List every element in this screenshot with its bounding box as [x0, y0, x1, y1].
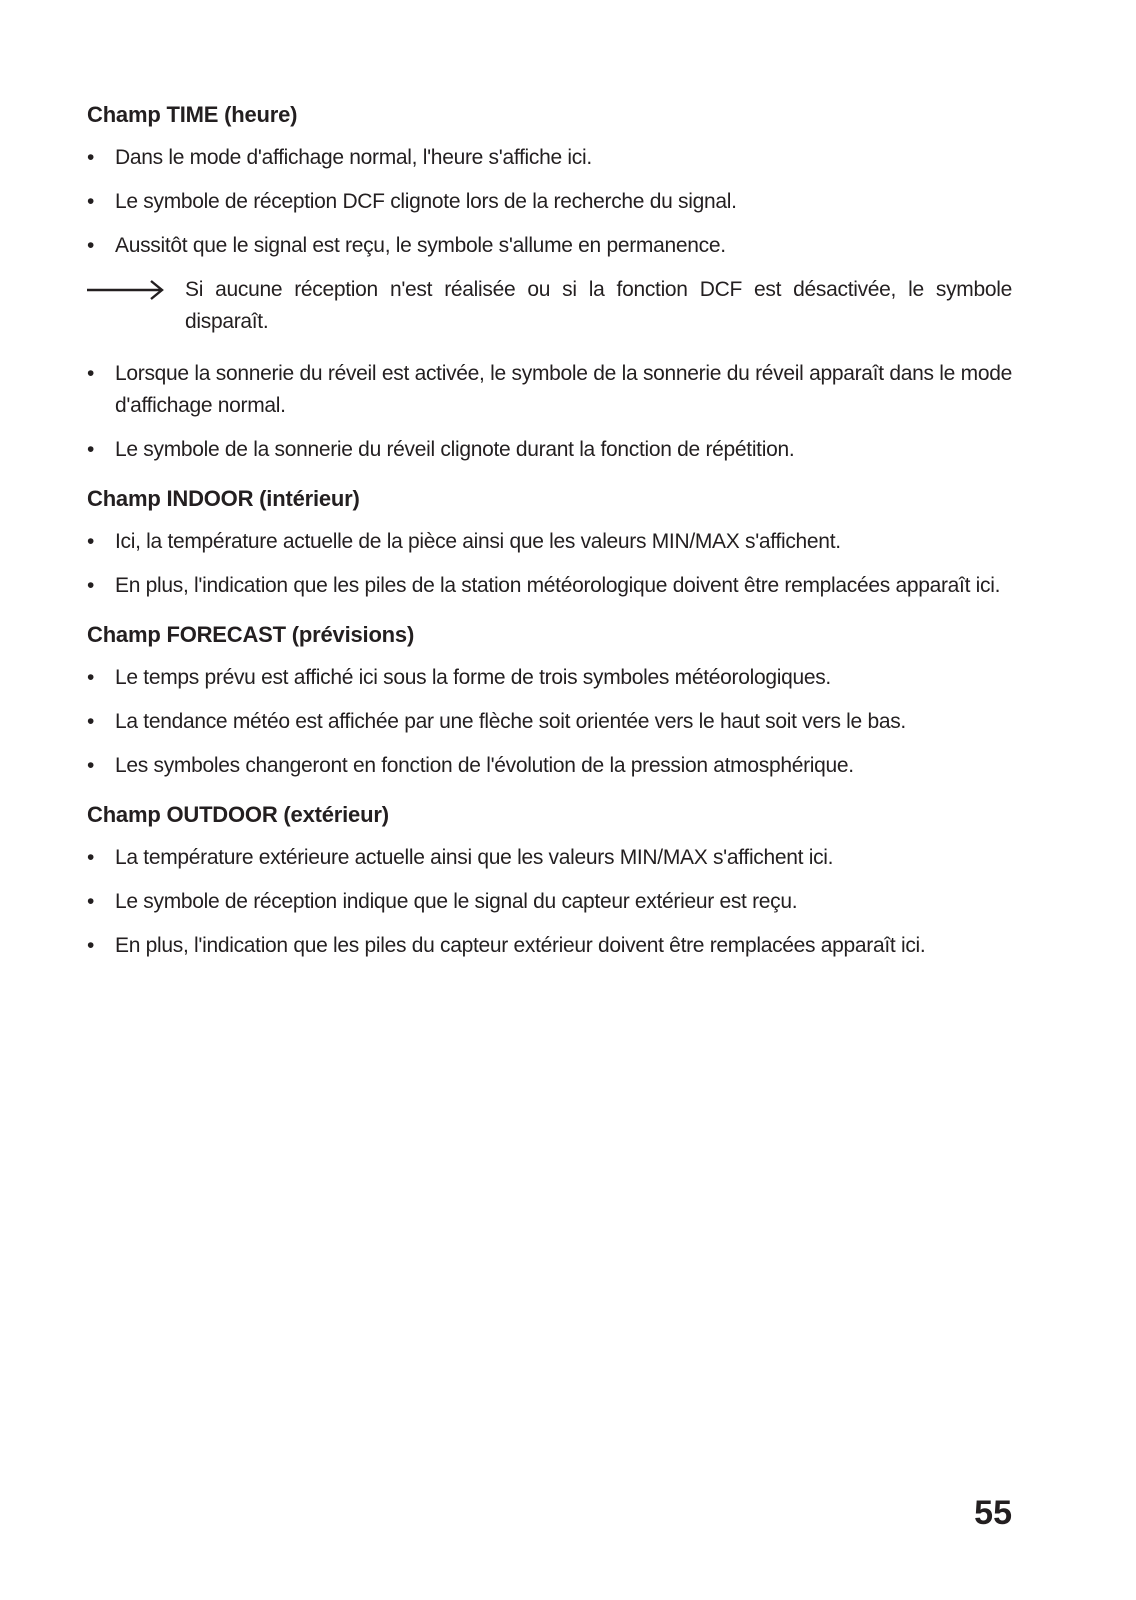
list-item: • Aussitôt que le signal est reçu, le symbole s'allume en permanence. [87, 230, 1012, 262]
bullet-icon: • [87, 190, 95, 213]
note-text: Si aucune réception n'est réalisée ou si la fonction DCF est désactivée, le symbole disparaît. [185, 278, 1012, 333]
section-outdoor [87, 800, 1012, 962]
list-item: • Lorsque la sonnerie du réveil est activée, le symbole de la sonnerie du réveil apparaît dans le mode d'affichage normal. [87, 358, 1012, 422]
bullet-list-forecast [87, 662, 1012, 782]
bullet-list-outdoor [87, 842, 1012, 962]
section-title-time: Champ TIME (heure) [87, 102, 298, 127]
section-indoor [87, 484, 1012, 602]
bullet-icon: • [87, 754, 95, 777]
note-dcf [87, 274, 1012, 338]
bullet-icon: • [87, 574, 95, 597]
arrow-right-icon [87, 278, 167, 302]
bullet-icon: • [87, 666, 95, 689]
section-title-forecast: Champ FORECAST (prévisions) [87, 622, 415, 647]
list-item: • En plus, l'indication que les piles du capteur extérieur doivent être remplacées apparaît ici. [87, 930, 1012, 962]
section-title-outdoor: Champ OUTDOOR (extérieur) [87, 802, 389, 827]
bullet-icon: • [87, 146, 95, 169]
bullet-list-time [87, 142, 1012, 262]
section-time [87, 100, 1012, 466]
bullet-icon: • [87, 934, 95, 957]
list-item: • Le symbole de réception DCF clignote lors de la recherche du signal. [87, 186, 1012, 218]
list-item: • Les symboles changeront en fonction de l'évolution de la pression atmosphérique. [87, 750, 1012, 782]
bullet-icon: • [87, 234, 95, 257]
bullet-list-time-2 [87, 358, 1012, 466]
section-forecast [87, 620, 1012, 782]
list-item: • Le symbole de la sonnerie du réveil clignote durant la fonction de répétition. [87, 434, 1012, 466]
bullet-icon: • [87, 530, 95, 553]
list-item: • Le temps prévu est affiché ici sous la forme de trois symboles météorologiques. [87, 662, 1012, 694]
section-title-indoor: Champ INDOOR (intérieur) [87, 486, 360, 511]
list-item: • Le symbole de réception indique que le signal du capteur extérieur est reçu. [87, 886, 1012, 918]
list-item: • Dans le mode d'affichage normal, l'heure s'affiche ici. [87, 142, 1012, 174]
list-item: • Ici, la température actuelle de la pièce ainsi que les valeurs MIN/MAX s'affichent. [87, 526, 1012, 558]
page-content [87, 100, 1012, 974]
bullet-icon: • [87, 890, 95, 913]
list-item: • La tendance météo est affichée par une flèche soit orientée vers le haut soit vers le bas. [87, 706, 1012, 738]
bullet-list-indoor [87, 526, 1012, 602]
bullet-icon: • [87, 846, 95, 869]
list-item: • La température extérieure actuelle ainsi que les valeurs MIN/MAX s'affichent ici. [87, 842, 1012, 874]
page-number: 55 [974, 1494, 1012, 1532]
bullet-icon: • [87, 710, 95, 733]
list-item: • En plus, l'indication que les piles de la station météorologique doivent être remplacées apparaît ici. [87, 570, 1012, 602]
bullet-icon: • [87, 438, 95, 461]
bullet-icon: • [87, 362, 95, 385]
